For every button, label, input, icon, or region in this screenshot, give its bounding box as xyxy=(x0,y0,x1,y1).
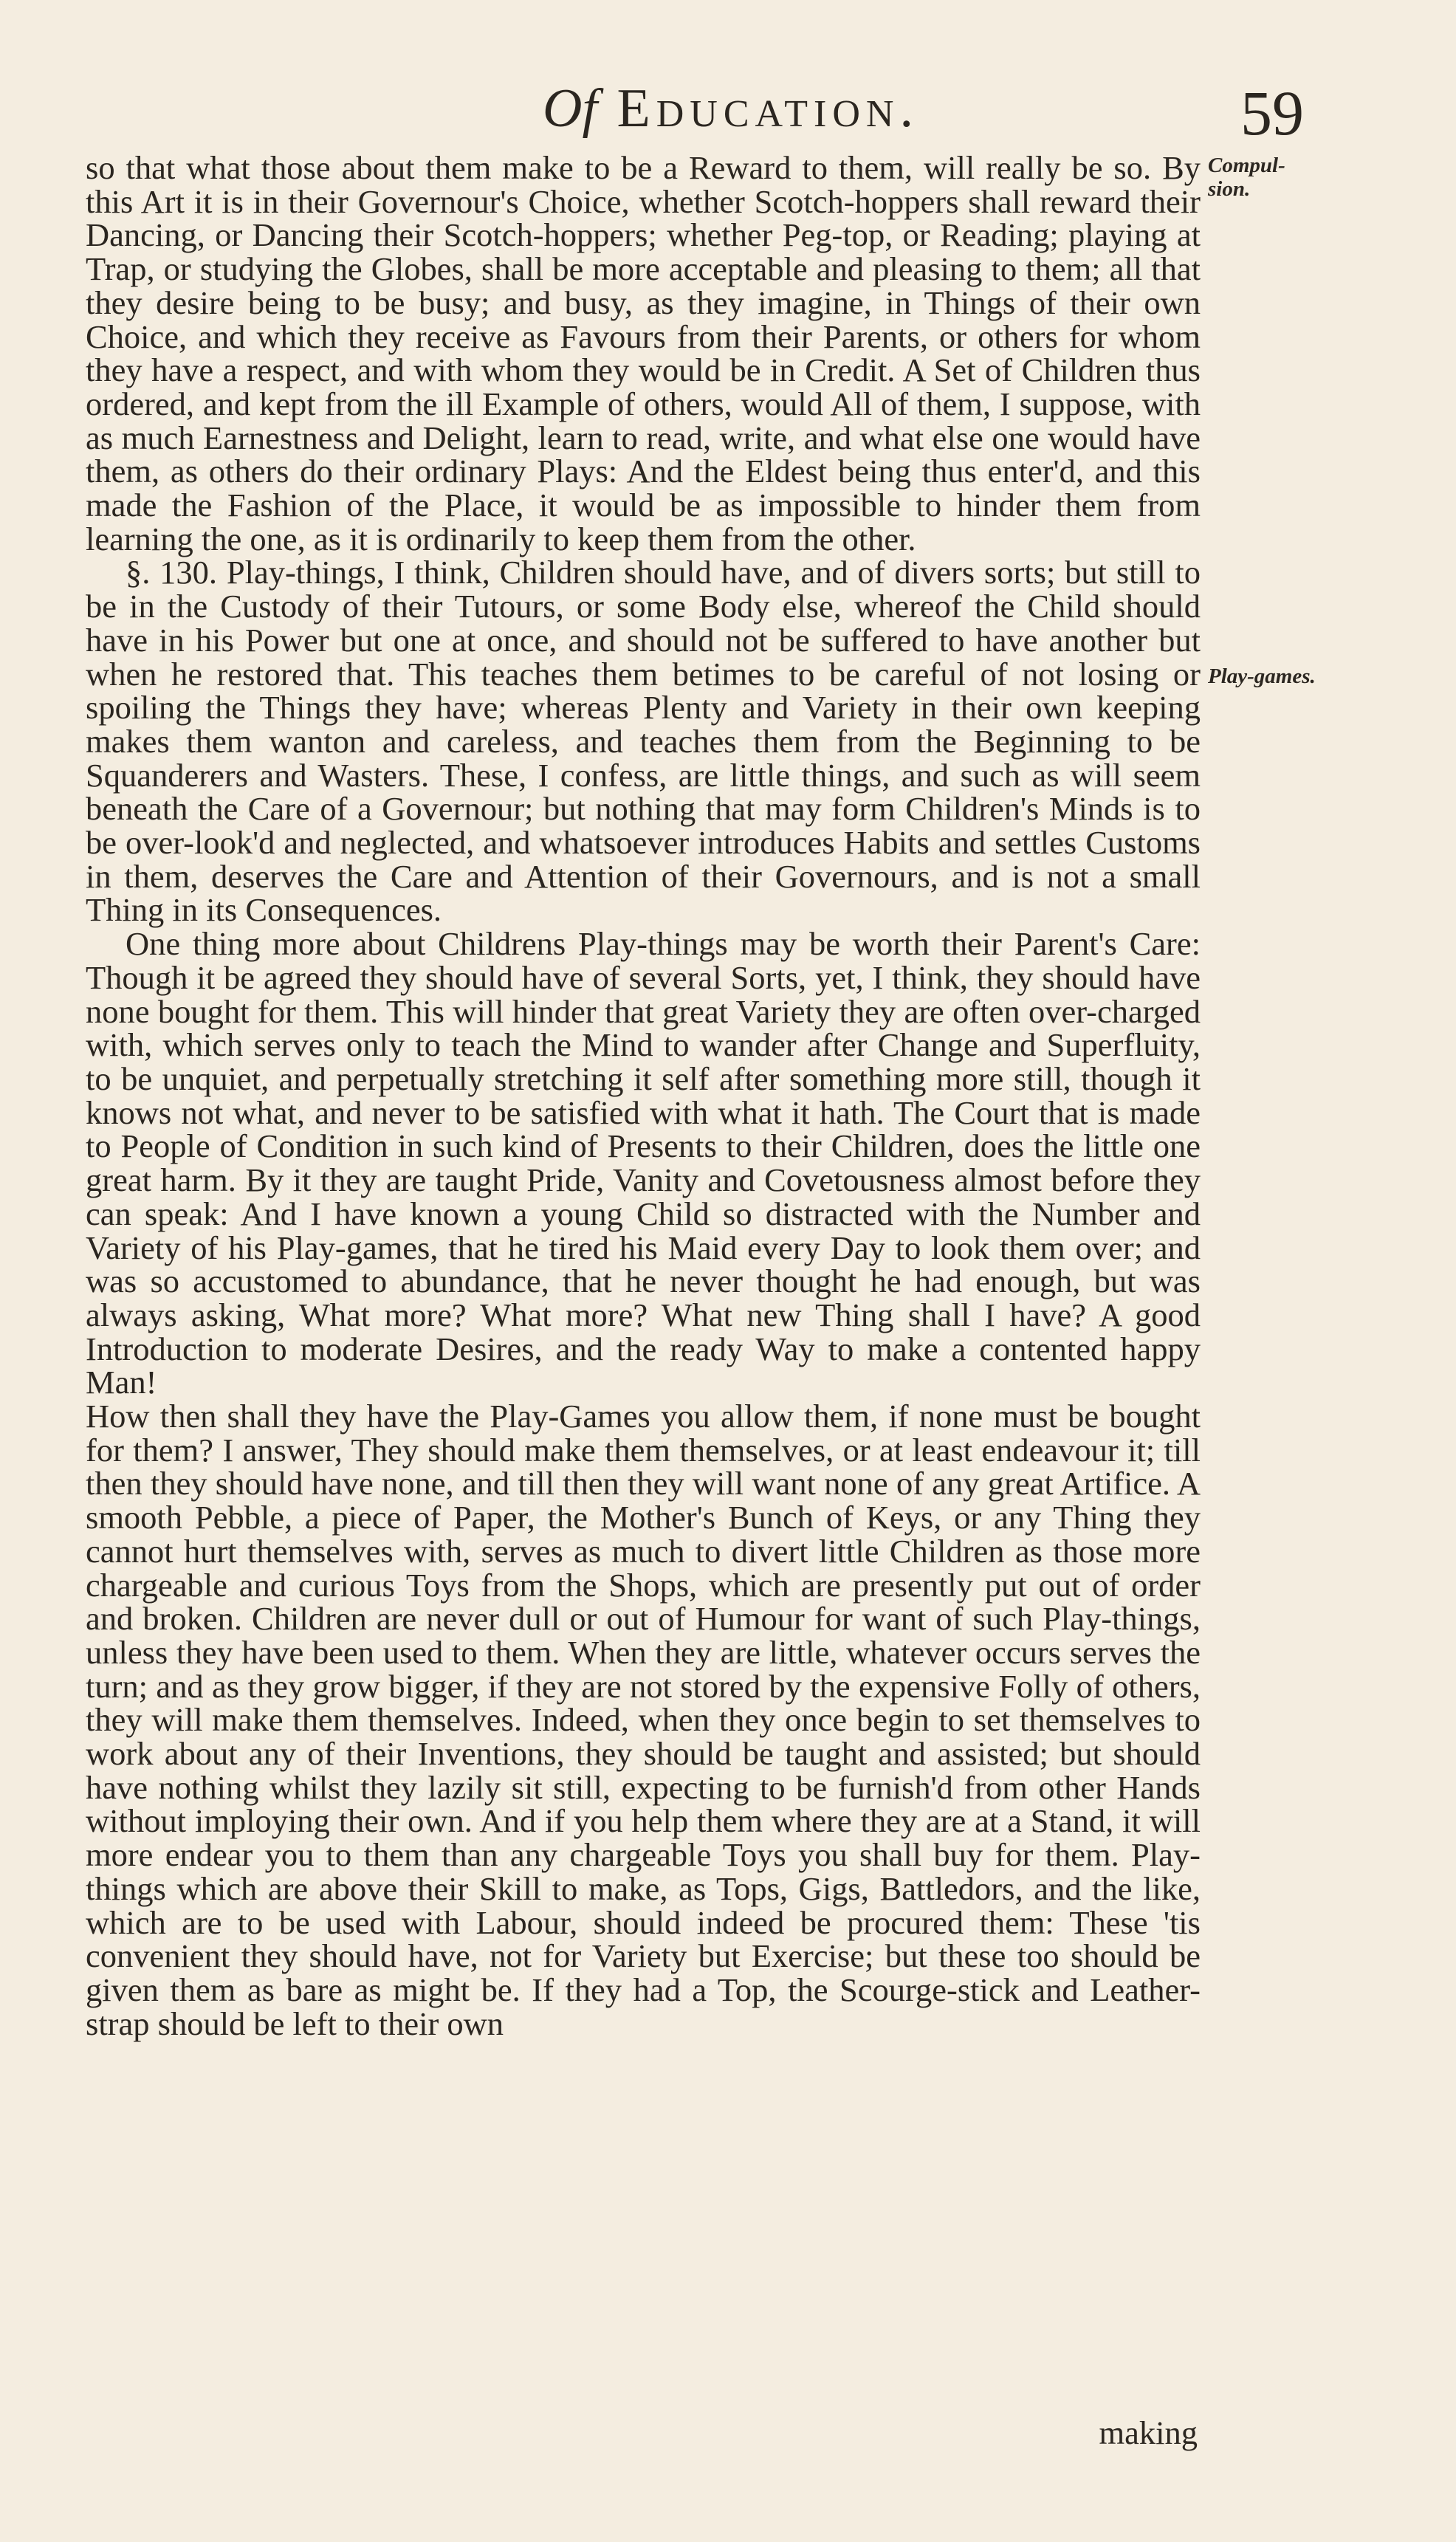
paragraph: How then shall they have the Play-Games you allow them, if none must be bought for them? I answer, They should make them themselves, or at least endeavour it; till then they should have none, and till then they will want none of any great Artifice. A smooth Pebble, a piece of Paper, the Mother's Bunch of Keys, or any Thing they cannot hurt themselves with, serves as much to divert little Children as those more chargeable and curious Toys from the Shops, which are presently put out of order and broken. Children are never dull or out of Humour for want of such Play-things, unless they have been used to them. When they are little, whatever occurs serves the turn; and as they grow bigger, if they are not stored by the expensive Folly of others, they will make them themselves. Indeed, when they once begin to set themselves to work about any of their Inventions, they should be taught and assisted; but should have nothing whilst they lazily sit still, expecting to be furnish'd from other Hands without imploying their own. And if you help them where they are at a Stand, it will more endear you to them than any chargeable Toys you shall buy for them. Play-things which are above their Skill to make, as Tops, Gigs, Battledors, and the like, which are to be used with Labour, should indeed be procured them: These 'tis convenient they should have, not for Variety but Exercise; but these too should be given them as bare as might be. If they had a Top, the Scourge-stick and Leather-strap should be left to their own xyxy=(86,1398,1201,2042)
margin-note-compulsion: Compul-sion. xyxy=(1208,154,1285,201)
page-header xyxy=(0,68,1456,149)
title-word: Education. xyxy=(617,78,919,139)
margin-note-play-games: Play-games. xyxy=(1208,664,1316,688)
running-title xyxy=(458,68,1004,149)
catchword: making xyxy=(1099,2414,1198,2451)
paragraph: One thing more about Childrens Play-things may be worth their Parent's Care: Though it be agreed they should have of several Sorts, yet, I think, they should have none bought for them. This will hinder that great Variety they are often over-charged with, which serves only to teach the Mind to wander after Change and Superfluity, to be unquiet, and perpetually stretching it self after something more still, though it knows not what, and never to be satisfied with what it hath. The Court that is made to People of Condition in such kind of Presents to their Children, does the little one great harm. By it they are taught Pride, Vanity and Covetousness almost before they can speak: And I have known a young Child so distracted with the Number and Variety of his Play-games, that he tired his Maid every Day to look them over; and was so accustomed to abundance, that he never thought he had enough, but was always asking, What more? What more? What new Thing shall I have? A good Introduction to moderate Desires, and the ready Way to make a contented happy Man! xyxy=(86,925,1201,1401)
body-text xyxy=(86,151,1201,2041)
paragraph: so that what those about them make to be a Reward to them, will really be so. By this Art it is in their Governour's Choice, whether Scotch-hoppers shall reward their Dancing, or Dancing their Scotch-hoppers; whether Peg-top, or Reading; playing at Trap, or studying the Globes, shall be more acceptable and pleasing to them; all that they desire being to be busy; and busy, as they imagine, in Things of their own Choice, and which they receive as Favours from their Parents, or others for whom they have a respect, and with whom they would be in Credit. A Set of Children thus ordered, and kept from the ill Example of others, would All of them, I suppose, with as much Earnestness and Delight, learn to read, write, and what else one would have them, as others do their ordinary Plays: And the Eldest being thus enter'd, and this made the Fashion of the Place, it would be as impossible to hinder them from learning the one, as it is ordinarily to keep them from the other. xyxy=(86,149,1201,557)
page-number: 59 xyxy=(1240,78,1304,148)
paragraph: §. 130. Play-things, I think, Children should have, and of divers sorts; but still to be in the Custody of their Tutours, or some Body else, whereof the Child should have in his Power but one at once, and should not be suffered to have another but when he restored that. This teaches them betimes to be careful of not losing or spoiling the Things they have; whereas Plenty and Variety in their own keeping makes them wanton and careless, and teaches them from the Beginning to be Squanderers and Wasters. These, I confess, are little things, and such as will seem beneath the Care of a Governour; but nothing that may form Children's Minds is to be over-look'd and neglected, and whatsoever introduces Habits and settles Customs in them, deserves the Care and Attention of their Governours, and is not a small Thing in its Consequences. xyxy=(86,554,1201,929)
title-prefix: Of xyxy=(543,78,598,139)
